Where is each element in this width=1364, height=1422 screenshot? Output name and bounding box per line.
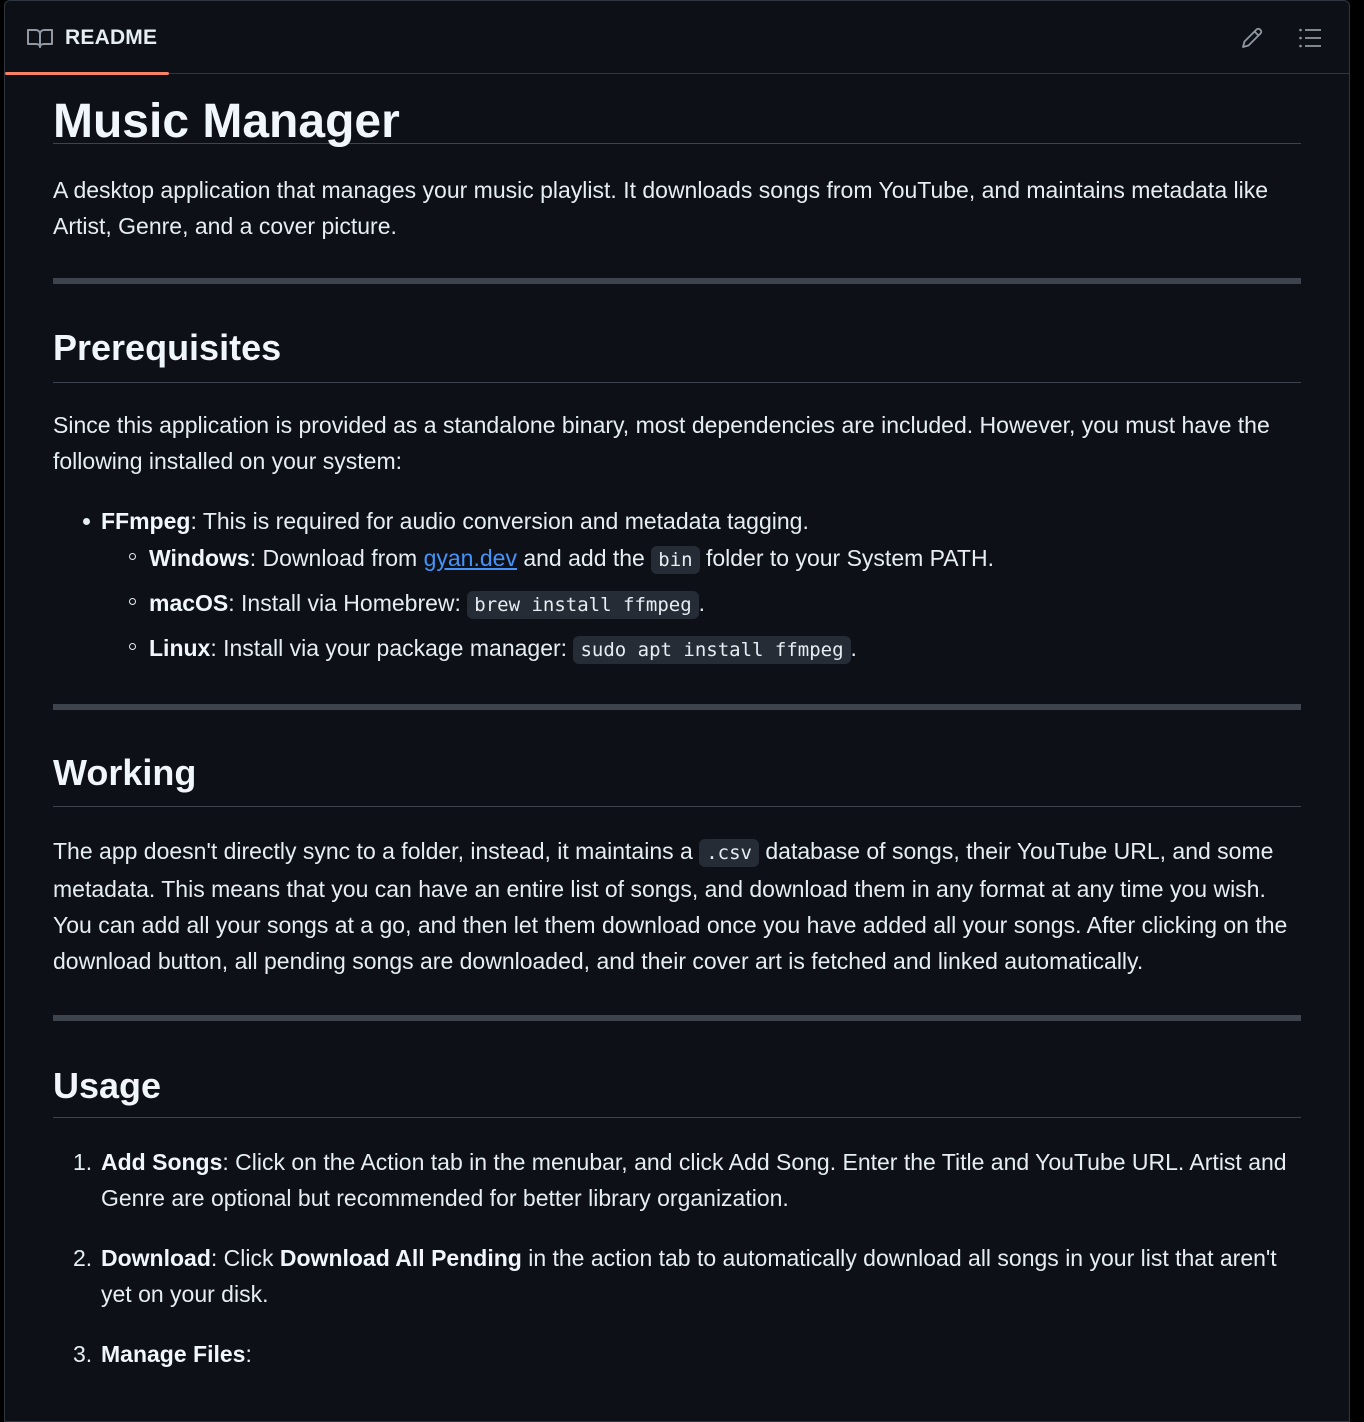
tab-readme[interactable] xyxy=(5,1,169,74)
gyan-dev-link[interactable]: gyan.dev xyxy=(423,545,517,571)
prerequisites-list xyxy=(53,503,1301,668)
heading-prerequisites: Prerequisites xyxy=(53,328,1301,383)
linux-text: : Install via your package manager: xyxy=(210,635,574,661)
divider xyxy=(53,1015,1301,1021)
edit-button[interactable] xyxy=(1237,23,1267,53)
macos-text: . xyxy=(698,590,706,616)
pencil-icon xyxy=(1240,26,1264,50)
list-item-ffmpeg xyxy=(53,503,1301,539)
windows-text: : Download from xyxy=(249,545,424,571)
heading-usage: Usage xyxy=(53,1061,1301,1118)
tab-readme-label: README xyxy=(65,25,158,49)
windows-text: and add the xyxy=(516,545,652,571)
page-title: Music Manager xyxy=(53,74,1301,144)
usage-item-text: : xyxy=(245,1341,252,1367)
inline-code-brew: brew install ffmpeg xyxy=(467,591,698,619)
bullet xyxy=(129,553,136,560)
book-icon xyxy=(27,27,53,49)
usage-item xyxy=(53,1240,1301,1312)
usage-list xyxy=(53,1144,1301,1372)
macos-text: : Install via Homebrew: xyxy=(228,590,468,616)
divider xyxy=(53,278,1301,284)
macos-label: macOS xyxy=(149,590,229,616)
outline-button[interactable] xyxy=(1295,23,1325,53)
divider xyxy=(53,704,1301,710)
list-number: 2. xyxy=(73,1245,93,1271)
list-item-linux xyxy=(53,630,1301,668)
usage-item-text: : Click on the Action tab in the menubar, and click Add Song. Enter the Title and YouTube URL. Artist and Genre are optional but recommended for better library organization. xyxy=(101,1149,1287,1211)
readme-header xyxy=(5,1,1349,74)
usage-item-label: Download xyxy=(101,1245,211,1271)
windows-text: folder to your System PATH. xyxy=(699,545,994,571)
list-item-windows xyxy=(53,540,1301,578)
bullet xyxy=(83,518,90,525)
linux-label: Linux xyxy=(149,635,211,661)
list-number: 3. xyxy=(73,1341,93,1367)
inline-code-csv: .csv xyxy=(699,839,759,867)
windows-label: Windows xyxy=(149,545,250,571)
inline-code-bin: bin xyxy=(651,546,699,574)
list-icon xyxy=(1298,27,1322,49)
usage-item-label: Manage Files xyxy=(101,1341,246,1367)
working-paragraph xyxy=(53,833,1301,979)
prerequisites-paragraph: Since this application is provided as a standalone binary, most dependencies are included. However, you must have the following installed on your system: xyxy=(53,412,1270,474)
ffmpeg-label: FFmpeg xyxy=(101,508,191,534)
usage-item-text: : Click xyxy=(210,1245,280,1271)
readme-panel xyxy=(4,0,1350,1422)
readme-content xyxy=(53,74,1301,1372)
bullet xyxy=(129,643,136,650)
usage-item xyxy=(53,1336,1301,1372)
usage-item-emphasis: Download All Pending xyxy=(279,1245,522,1271)
bullet xyxy=(129,598,136,605)
usage-item-text: in the action tab to automatically download all songs in your list that aren't yet on your disk. xyxy=(101,1245,1277,1307)
inline-code-apt: sudo apt install ffmpeg xyxy=(573,636,850,664)
list-number: 1. xyxy=(73,1149,93,1175)
usage-item xyxy=(53,1144,1301,1216)
linux-text: . xyxy=(850,635,857,661)
working-text: database of songs, their YouTube URL, and some metadata. This means that you can have an entire list of songs, and download them in any format at any time you wish. You can add all your songs at a go, and then let them download once you have added all your songs. After clicking on the download button, all pending songs are downloaded, and their cover art is fetched and linked automatically. xyxy=(53,838,1288,974)
heading-working: Working xyxy=(53,750,1301,807)
list-item-macos xyxy=(53,585,1301,623)
ffmpeg-text: : This is required for audio conversion and metadata tagging. xyxy=(190,508,809,534)
intro-paragraph: A desktop application that manages your music playlist. It downloads songs from YouTube, and maintains metadata like Artist, Genre, and a cover picture. xyxy=(53,177,1269,239)
working-text: The app doesn't directly sync to a folder, instead, it maintains a xyxy=(53,838,700,864)
usage-item-label: Add Songs xyxy=(101,1149,223,1175)
